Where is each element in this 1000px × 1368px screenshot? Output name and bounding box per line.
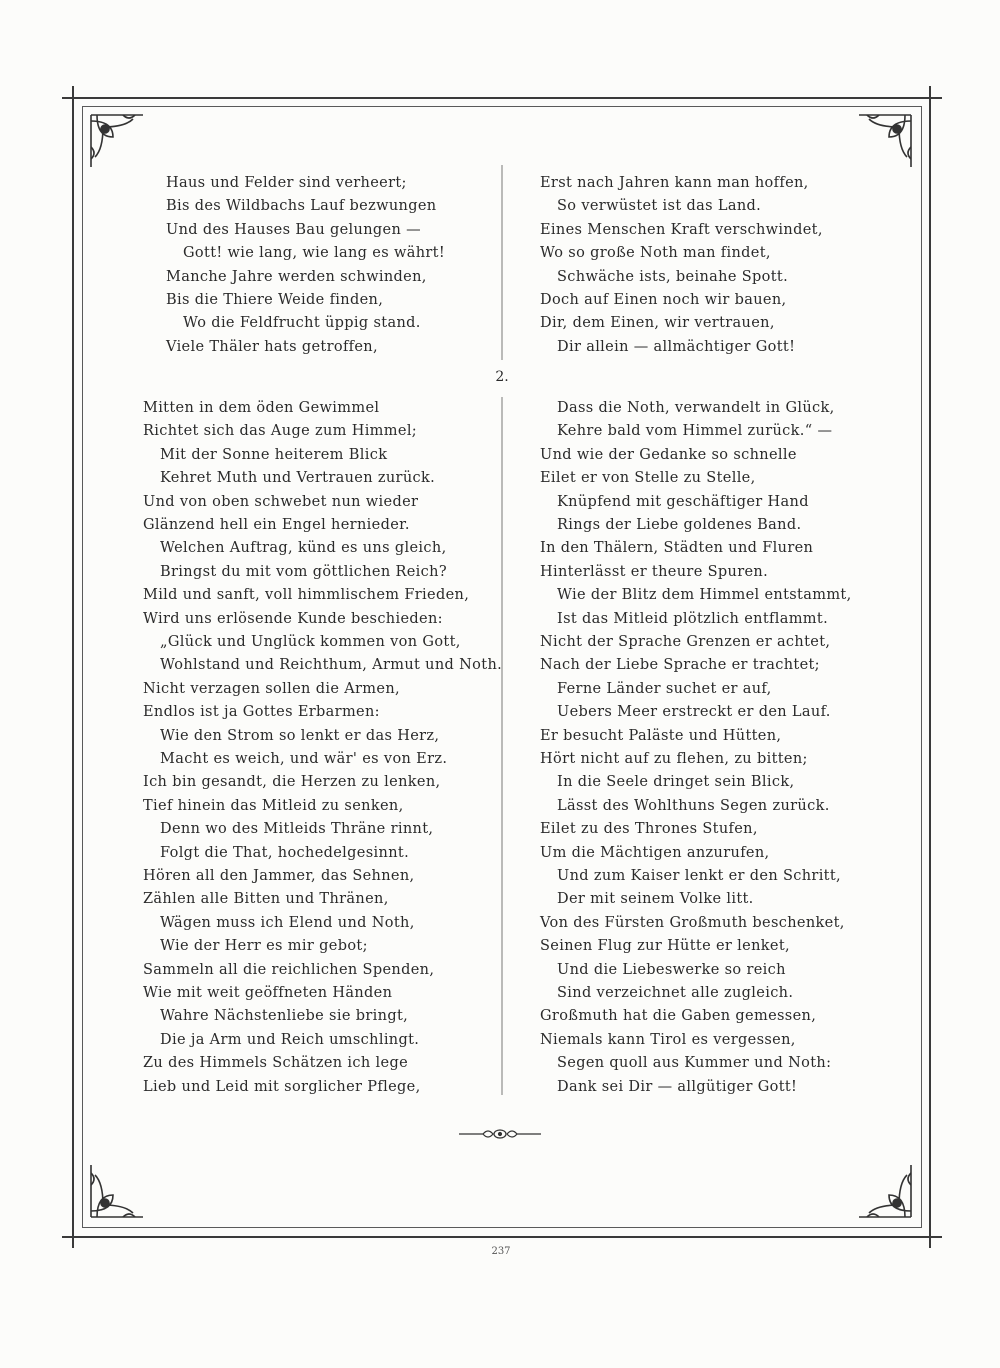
poem-line: Lässt des Wohlthuns Segen zurück. xyxy=(557,797,830,814)
poem-line: Ist das Mitleid plötzlich entflammt. xyxy=(557,610,829,627)
poem-line: Erst nach Jahren kann man hoffen, xyxy=(540,175,809,191)
poem-line: Die ja Arm und Reich umschlingt. xyxy=(160,1031,420,1048)
poem-line: Er besucht Paläste und Hütten, xyxy=(540,727,782,744)
poem-line: Der mit seinem Volke litt. xyxy=(557,891,754,908)
poem-line: Nach der Liebe Sprache er trachtet; xyxy=(540,657,820,674)
poem-line: Sammeln all die reichlichen Spenden, xyxy=(143,961,435,978)
poem-line: Schwäche ists, beinahe Spott. xyxy=(557,268,789,285)
end-ornament-icon xyxy=(455,1126,545,1142)
poem-line: Eilet zu des Thrones Stufen, xyxy=(540,821,758,838)
poem-line: Nicht verzagen sollen die Armen, xyxy=(143,680,400,697)
poem-line: Wie mit weit geöffneten Händen xyxy=(143,985,393,1001)
poem-line: Großmuth hat die Gaben gemessen, xyxy=(540,1008,817,1025)
poem-line: Rings der Liebe goldenes Band. xyxy=(557,517,802,533)
poem-line: Seinen Flug zur Hütte er lenket, xyxy=(540,938,790,955)
poem-line: Nicht der Sprache Grenzen er achtet, xyxy=(540,634,831,650)
poem-line: Bringst du mit vom göttlichen Reich? xyxy=(160,563,447,580)
poem-line: Knüpfend mit geschäftiger Hand xyxy=(557,493,809,510)
poem-line: Tief hinein das Mitleid zu senken, xyxy=(143,797,404,814)
poem-line: Wird uns erlösende Kunde beschieden: xyxy=(143,610,443,627)
poem-line: Wohlstand und Reichthum, Armut und Noth. xyxy=(160,657,503,674)
poem-line: Wahre Nächstenliebe sie bringt, xyxy=(160,1008,409,1025)
top-rule xyxy=(62,97,942,99)
right-rule xyxy=(929,86,931,1248)
poem-line: Wo so große Noth man findet, xyxy=(540,245,771,262)
poem-line: „Glück und Unglück kommen von Gott, xyxy=(160,634,461,650)
poem-line: Welchen Auftrag, künd es uns gleich, xyxy=(160,540,447,557)
poem-line: Und wie der Gedanke so schnelle xyxy=(540,446,797,463)
poem-line: Mild und sanft, voll himmlischem Frieden, xyxy=(143,587,470,604)
poem-line: Und zum Kaiser lenkt er den Schritt, xyxy=(557,868,842,884)
poem-line: Zu des Himmels Schätzen ich lege xyxy=(143,1055,409,1072)
poem-line: Gott! wie lang, wie lang es währt! xyxy=(183,245,446,262)
corner-ornament-icon-top-right xyxy=(839,107,919,187)
poem-line: Lieb und Leid mit sorglicher Pflege, xyxy=(143,1078,421,1095)
poem-line: Hört nicht auf zu flehen, zu bitten; xyxy=(540,751,808,767)
poem-line: Hinterlässt er theure Spuren. xyxy=(540,563,769,580)
left-rule xyxy=(72,86,74,1248)
poem-line: Haus und Felder sind verheert; xyxy=(166,175,407,191)
poem-line: Kehret Muth und Vertrauen zurück. xyxy=(160,470,436,487)
poem-line: Denn wo des Mitleids Thräne rinnt, xyxy=(160,821,434,838)
poem-line: Und von oben schwebet nun wieder xyxy=(143,493,419,510)
poem-line: Bis des Wildbachs Lauf bezwungen xyxy=(166,198,437,215)
poem-line: In die Seele dringet sein Blick, xyxy=(557,774,795,791)
poem-line: Wie der Blitz dem Himmel entstammt, xyxy=(557,587,852,604)
poem-line: Ich bin gesandt, die Herzen zu lenken, xyxy=(143,774,441,791)
poem-line: Macht es weich, und wär' es von Erz. xyxy=(160,751,448,767)
poem-line: Richtet sich das Auge zum Himmel; xyxy=(143,423,418,440)
poem-line: Dass die Noth, verwandelt in Glück, xyxy=(557,400,835,416)
corner-ornament-icon-bottom-right xyxy=(839,1145,919,1225)
poem-line: In den Thälern, Städten und Fluren xyxy=(540,540,814,557)
bottom-rule xyxy=(62,1236,942,1238)
poem-line: Ferne Länder suchet er auf, xyxy=(557,680,772,697)
poem-line: Und des Hauses Bau gelungen — xyxy=(166,221,421,238)
poem-line: Um die Mächtigen anzurufen, xyxy=(540,844,770,861)
poem-line: Bis die Thiere Weide finden, xyxy=(166,292,384,308)
poem-line: Hören all den Jammer, das Sehnen, xyxy=(143,868,415,884)
poem-line: Glänzend hell ein Engel hernieder. xyxy=(143,517,410,533)
poem-line: Wie der Herr es mir gebot; xyxy=(160,938,368,955)
poem-line: Kehre bald vom Himmel zurück.“ — xyxy=(557,423,833,440)
poem-line: Dir allein — allmächtiger Gott! xyxy=(557,338,796,355)
poem-line: Von des Fürsten Großmuth beschenket, xyxy=(540,914,845,931)
poem-line: Uebers Meer erstreckt er den Lauf. xyxy=(557,704,831,721)
poem-line: Segen quoll aus Kummer und Noth: xyxy=(557,1055,832,1072)
poem-line: Und die Liebeswerke so reich xyxy=(557,961,786,978)
poem-line: Doch auf Einen noch wir bauen, xyxy=(540,292,787,308)
poem-line: Mit der Sonne heiterem Blick xyxy=(160,446,388,463)
poem-line: Endlos ist ja Gottes Erbarmen: xyxy=(143,704,380,721)
poem-line: Viele Thäler hats getroffen, xyxy=(166,338,378,355)
poem-line: Eilet er von Stelle zu Stelle, xyxy=(540,470,756,487)
poem-line: Wo die Feldfrucht üppig stand. xyxy=(183,315,421,332)
page-number: 237 xyxy=(491,1246,511,1257)
corner-ornament-icon-bottom-left xyxy=(83,1145,163,1225)
poem-line: So verwüstet ist das Land. xyxy=(557,198,762,215)
poem-line: Wägen muss ich Elend und Noth, xyxy=(160,914,415,931)
poem-line: Sind verzeichnet alle zugleich. xyxy=(557,985,794,1001)
poem-line: Manche Jahre werden schwinden, xyxy=(166,268,427,285)
poem-line: Niemals kann Tirol es vergessen, xyxy=(540,1031,796,1048)
poem-line: Zählen alle Bitten und Thränen, xyxy=(143,891,389,908)
poem-line: Eines Menschen Kraft verschwindet, xyxy=(540,221,823,238)
poem-line: Wie den Strom so lenkt er das Herz, xyxy=(160,727,440,744)
poem-line: Mitten in dem öden Gewimmel xyxy=(143,400,380,416)
poem-line: Dank sei Dir — allgütiger Gott! xyxy=(557,1078,798,1095)
poem-line: Dir, dem Einen, wir vertrauen, xyxy=(540,315,775,332)
section-number: 2. xyxy=(495,369,509,385)
corner-ornament-icon-top-left xyxy=(83,107,163,187)
poem-line: Folgt die That, hochedelgesinnt. xyxy=(160,844,410,861)
